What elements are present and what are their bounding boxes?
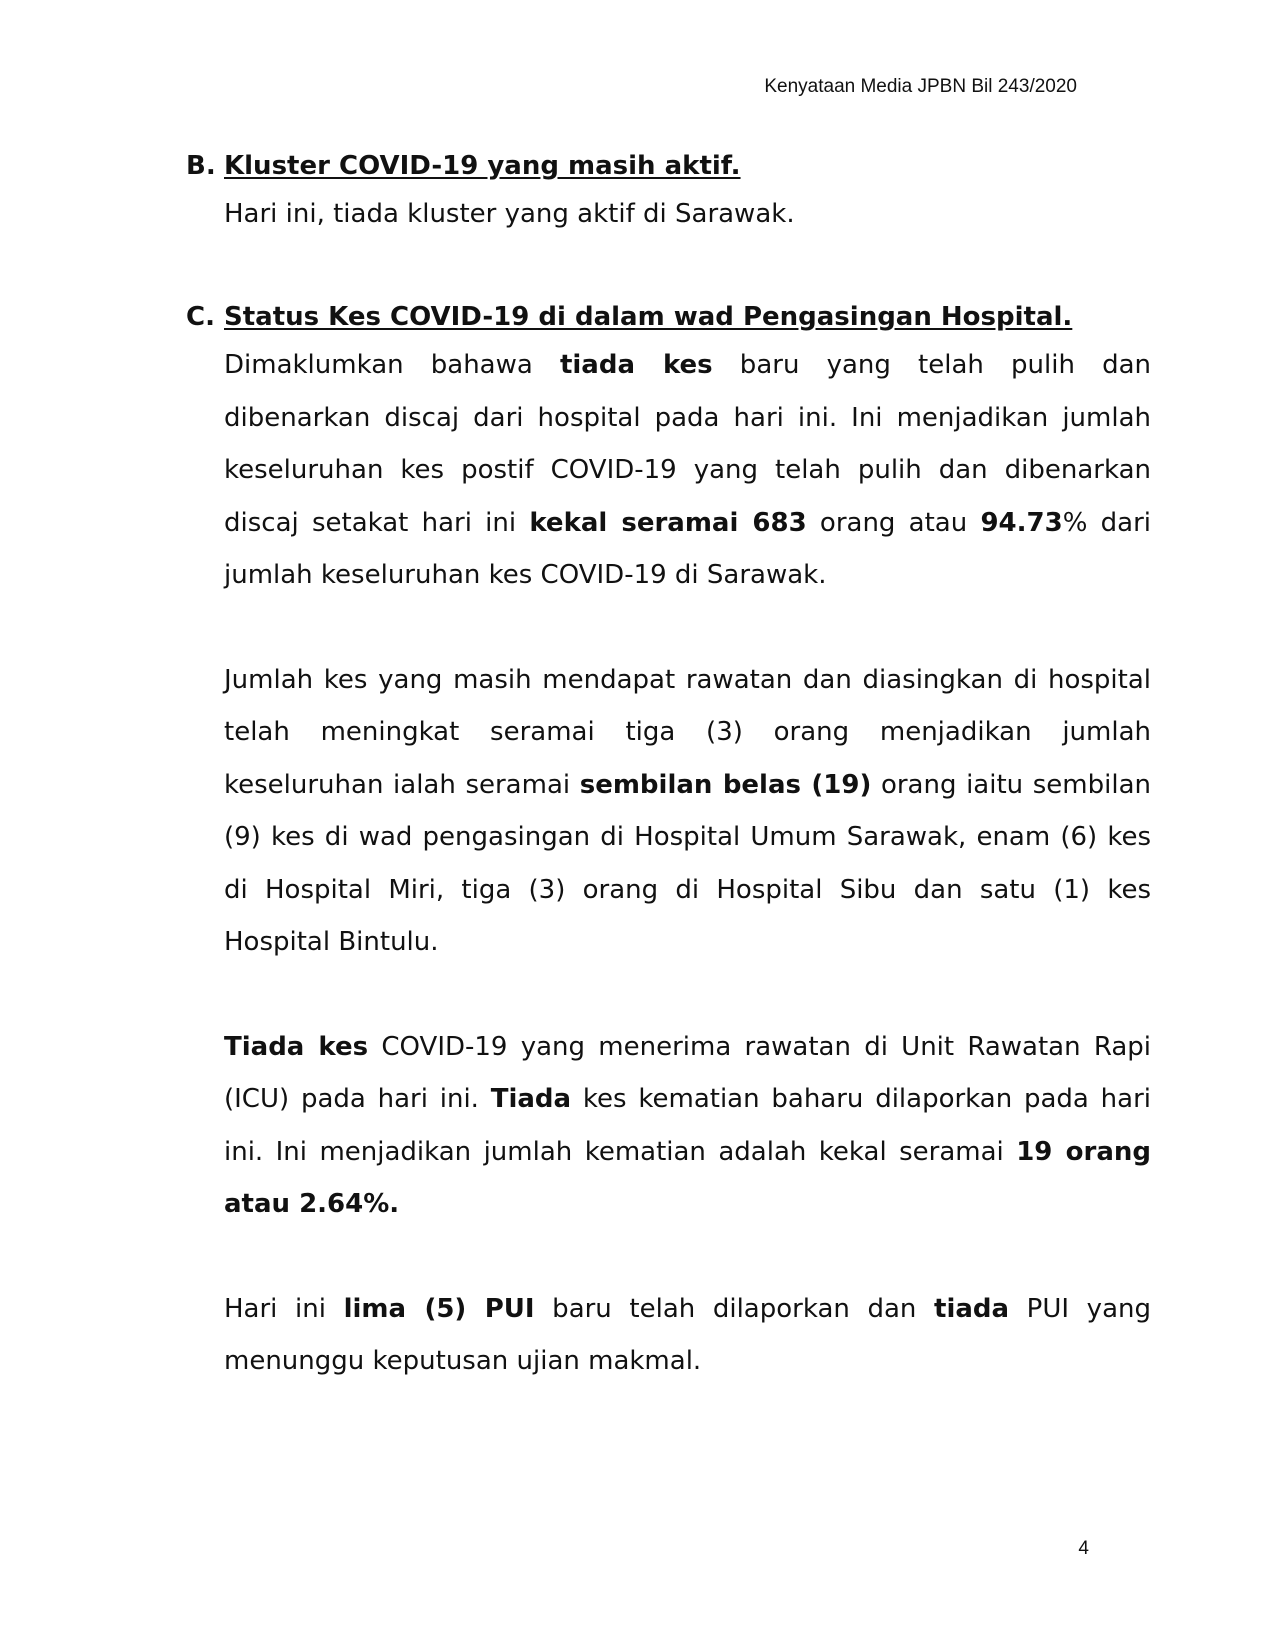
bold-span: tiada	[934, 1293, 1010, 1324]
section-b-heading	[186, 146, 1151, 186]
document-reference: Kenyataan Media JPBN Bil 243/2020	[764, 76, 1077, 97]
bold-span: 94.73	[980, 507, 1063, 538]
text-span: % dari jumlah keseluruhan kes COVID-19 di Sarawak.	[224, 507, 1151, 590]
section-b-letter: B.	[186, 151, 216, 181]
text-span: Jumlah kes yang masih mendapat rawatan dan diasingkan di hospital telah meningkat seramai tiga (3) orang menjadikan jumlah keseluruhan ialah seramai	[224, 664, 1151, 800]
pui-paragraph	[224, 1283, 1151, 1388]
text-span: orang atau	[806, 507, 981, 538]
text-span: kes kematian baharu dilaporkan pada hari ini. Ini menjadikan jumlah kematian adalah kekal seramai	[224, 1084, 1151, 1167]
bold-span: Tiada kes	[224, 1031, 369, 1062]
section-b	[186, 146, 1151, 240]
text-span: Dimaklumkan bahawa	[224, 350, 560, 380]
text-span: PUI yang menunggu keputusan ujian makmal.	[224, 1293, 1151, 1376]
section-c-heading	[186, 297, 1151, 337]
text-span: COVID-19 yang menerima rawatan di Unit Rawatan Rapi (ICU) pada hari ini.	[224, 1031, 1151, 1114]
bold-span: tiada kes	[559, 350, 713, 380]
bold-span: 19 orang atau 2.64%.	[224, 1136, 1151, 1219]
icu-deaths-paragraph	[224, 1021, 1151, 1231]
text-span: baru telah dilaporkan dan	[534, 1293, 935, 1324]
recovery-paragraph	[224, 339, 1151, 602]
section-b-body	[224, 188, 1151, 240]
section-c-title: Status Kes COVID-19 di dalam wad Pengasingan Hospital.	[224, 302, 1073, 332]
section-c	[186, 297, 1151, 1388]
bold-span: sembilan belas (19)	[579, 769, 872, 800]
section-c-body	[224, 339, 1151, 1388]
page-number: 4	[1078, 1538, 1089, 1559]
section-b-title: Kluster COVID-19 yang masih aktif.	[224, 151, 741, 181]
text-span: orang iaitu sembilan (9) kes di wad pengasingan di Hospital Umum Sarawak, enam (6) kes di Hospital Miri, tiga (3) orang di Hospital Sibu dan satu (1) kes Hospital Bintulu.	[224, 769, 1151, 957]
bold-span: Tiada	[490, 1084, 572, 1114]
text-span: baru yang telah pulih dan dibenarkan discaj dari hospital pada hari ini. Ini menjadikan jumlah keseluruhan kes postif COVID-19 yang telah pulih dan dibenarkan discaj setakat hari ini	[224, 350, 1151, 538]
text-span: Hari ini	[224, 1293, 344, 1324]
hospital-cases-paragraph	[224, 654, 1151, 969]
section-c-letter: C.	[186, 302, 215, 332]
section-b-text: Hari ini, tiada kluster yang aktif di Sarawak.	[224, 199, 795, 229]
bold-span: lima (5) PUI	[343, 1293, 535, 1324]
bold-span: kekal seramai 683	[529, 507, 807, 538]
